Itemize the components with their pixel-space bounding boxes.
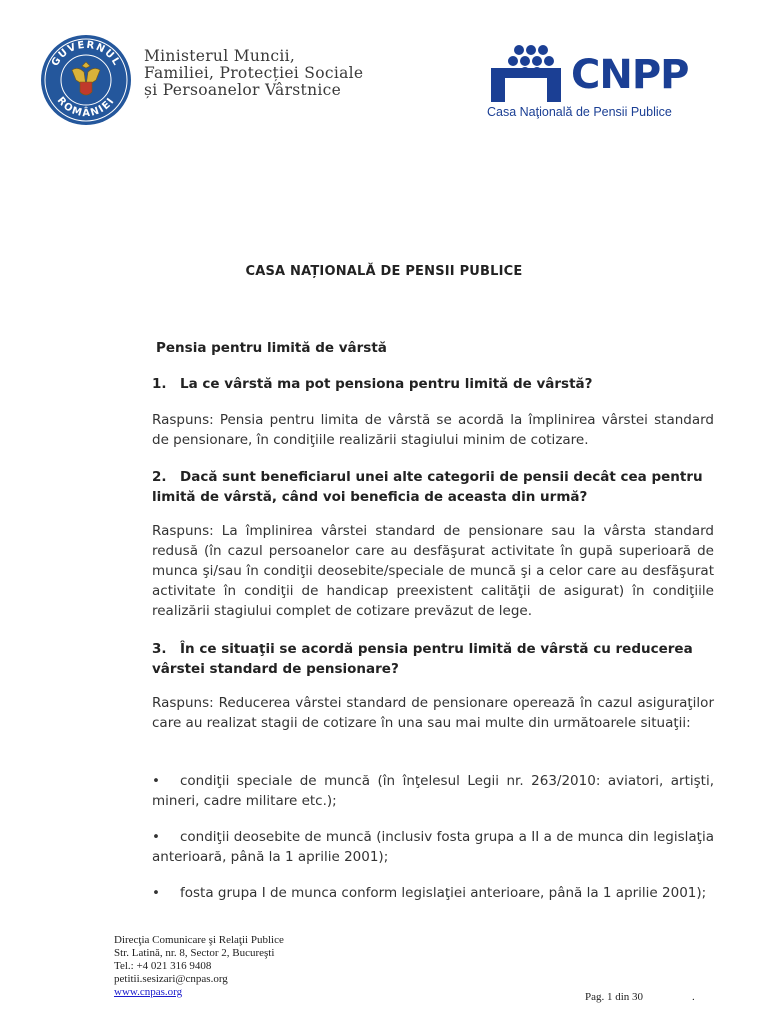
answer-1: Raspuns: Pensia pentru limita de vârstă se acordă la împlinirea vârstei standard de pensionare, în condiţiile realizării stagiului minim de cotizare. — [152, 412, 714, 448]
svg-text:GUVERNUL: GUVERNUL — [49, 39, 123, 69]
ministry-name — [144, 48, 363, 99]
cnpp-logo — [485, 42, 745, 122]
question-3 — [152, 639, 714, 679]
page-footer — [114, 934, 284, 999]
ministry-line-2: Familiei, Protecției Sociale — [144, 64, 364, 82]
bullet-icon: • — [152, 829, 160, 845]
government-seal-logo — [40, 34, 132, 126]
page-header — [40, 34, 740, 124]
section-heading: Pensia pentru limită de vârstă — [156, 340, 387, 356]
question-number: 2. — [152, 469, 167, 485]
document-title: CASA NAȚIONALĂ DE PENSII PUBLICE — [245, 264, 523, 279]
cnpp-dots-icon — [485, 44, 567, 106]
bullet-icon: • — [152, 773, 160, 789]
footer-phone: Tel.: +4 021 316 9408 — [114, 960, 212, 972]
question-number: 1. — [152, 376, 167, 392]
list-item-text: condiţii speciale de muncă (în înţelesul Legii nr. 263/2010: aviatori, artişti, mineri, cadre militare etc.); — [152, 773, 714, 809]
footer-department: Direcţia Comunicare şi Relaţii Publice — [114, 934, 284, 946]
list-item — [152, 883, 714, 903]
question-1 — [152, 374, 714, 394]
footer-address: Str. Latină, nr. 8, Sector 2, Bucureşti — [114, 947, 275, 959]
page-number: Pag. 1 din 30 — [585, 991, 644, 1003]
question-2 — [152, 467, 714, 507]
list-item — [152, 827, 714, 867]
question-text: La ce vârstă ma pot pensiona pentru limită de vârstă? — [180, 376, 593, 392]
list-item — [152, 771, 714, 811]
cnpp-wordmark: CNPP — [571, 52, 689, 98]
footer-website-link[interactable]: www.cnpas.org — [114, 986, 183, 998]
answer-2: Raspuns: La împlinirea vârstei standard de pensionare sau la vârsta standard redusă (în cazul persoanelor care au desfăşurat activitate în gupă superioară de munca şi/sau în condiţii deosebite/speciale de muncă şi a celor care au desfăşurat activitate în condiţii de handicap preexistent calităţii de asigurat) în condiţiile realizării stagiului complet de cotizare prevăzut de lege. — [152, 523, 714, 619]
question-number: 3. — [152, 641, 167, 657]
question-text: În ce situaţii se acordă pensia pentru limită de vârstă cu reducerea vârstei standard de pensionare? — [152, 641, 693, 677]
cnpp-full-name: Casa Naţională de Pensii Publice — [487, 105, 672, 119]
list-item-text: fosta grupa I de munca conform legislaţiei anterioare, până la 1 aprilie 2001); — [180, 885, 707, 901]
footer-trailing-mark: . — [692, 991, 695, 1003]
list-item-text: condiţii deosebite de muncă (inclusiv fosta grupa a II a de munca din legislaţia anterioară, până la 1 aprilie 2001); — [152, 829, 714, 865]
ministry-line-3: și Persoanelor Vârstnice — [144, 81, 342, 99]
ministry-line-1: Ministerul Muncii, — [144, 47, 296, 65]
bullet-icon: • — [152, 885, 160, 901]
footer-email: petitii.sesizari@cnpas.org — [114, 973, 228, 985]
question-text: Dacă sunt beneficiarul unei alte categorii de pensii decât cea pentru limită de vârstă, când voi beneficia de aceasta din urmă? — [152, 469, 703, 505]
svg-text:ROMÂNIEI: ROMÂNIEI — [54, 95, 118, 120]
answer-3: Raspuns: Reducerea vârstei standard de pensionare operează în cazul asiguraţilor care au realizat stagii de cotizare în una sau mai multe din următoarele situaţii: — [152, 695, 714, 731]
